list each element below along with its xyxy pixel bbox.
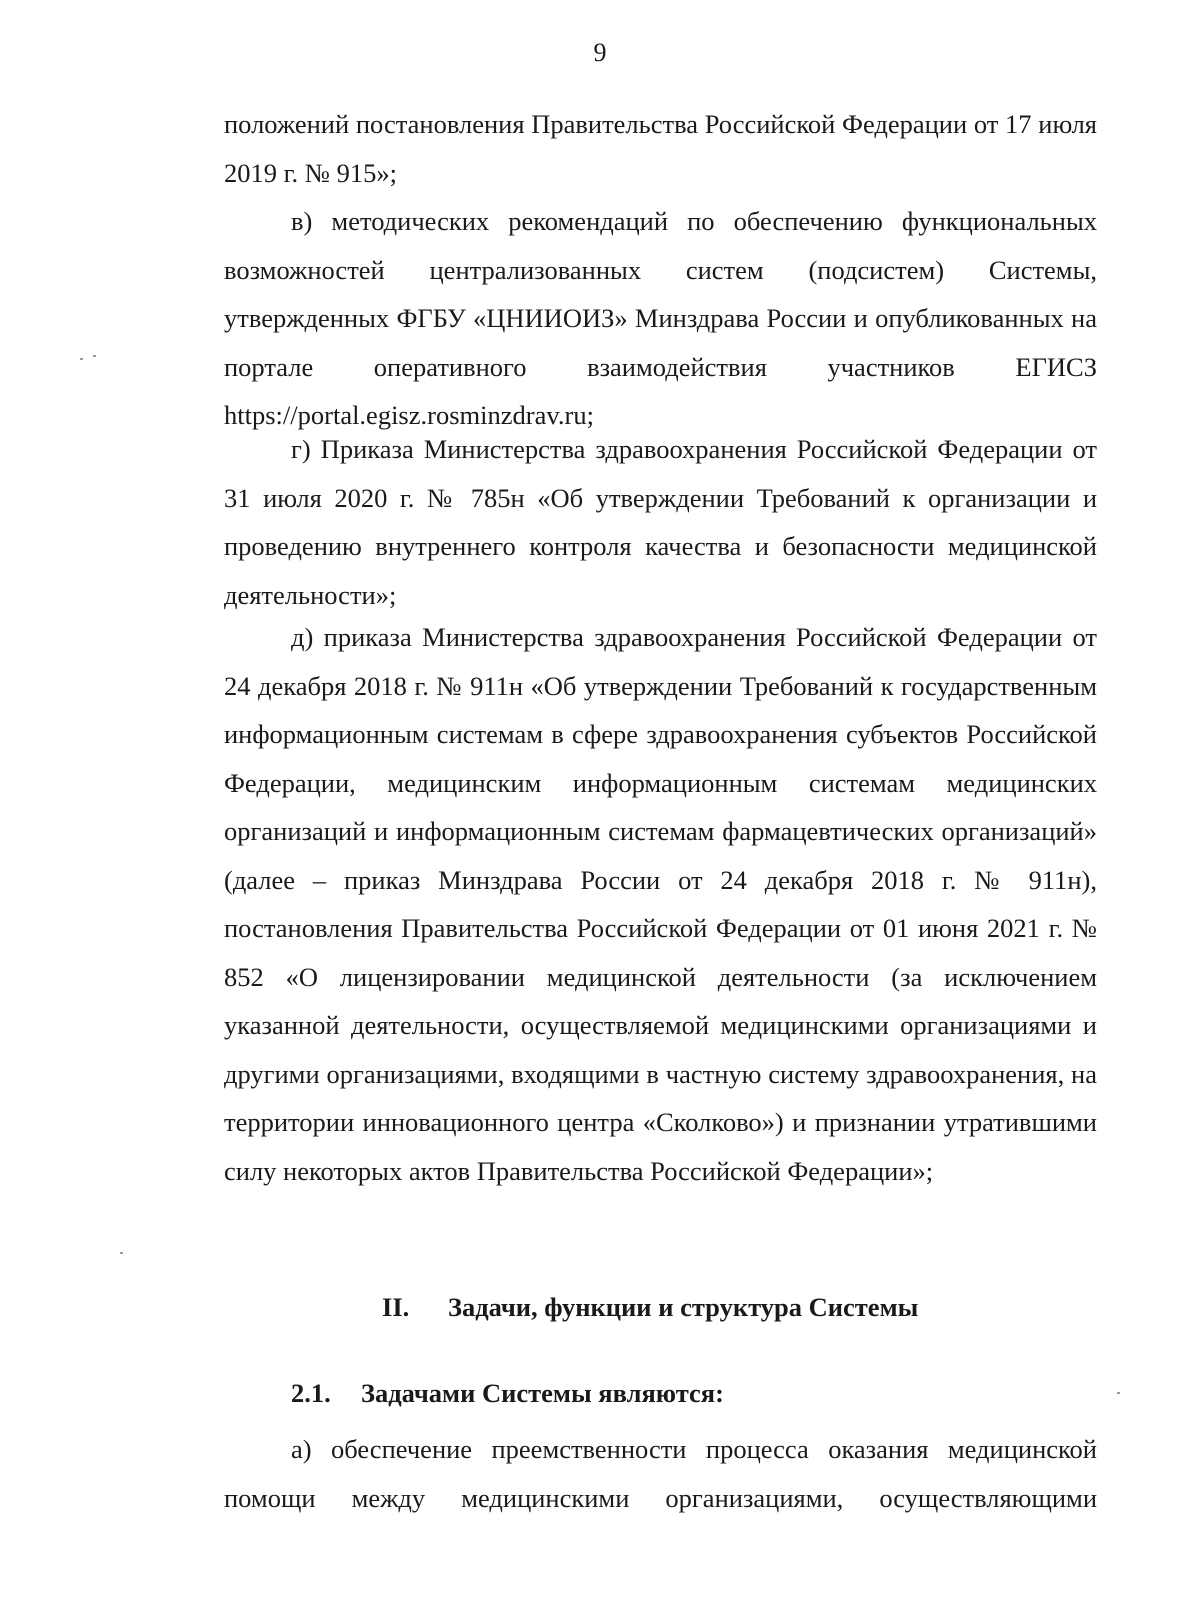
section-number: II. — [382, 1292, 410, 1322]
scan-speck — [93, 355, 96, 357]
paragraph-text: а) обеспечение преемственности процесса оказания медицинской помощи между медицинскими организациями, осуществляющими — [224, 1434, 1097, 1513]
task-a — [224, 1425, 1097, 1522]
paragraph-continuation — [224, 100, 1097, 197]
scan-speck — [1117, 1392, 1120, 1394]
paragraph-text: д) приказа Министерства здравоохранения Российской Федерации от 24 декабря 2018 г. № 911н «Об утверждении Требований к государственным информационным системам в сфере здравоохранения субъектов Российской Федерации, медицинским информационным системам медицинских организаций и информационным системам фармацевтических организаций» (далее – приказ Минздрава России от 24 декабря 2018 г. № 911н), постановления Правительства Российской Федерации от 01 июня 2021 г. № 852 «О лицензировании медицинской деятельности (за исключением указанной деятельности, осуществляемой медицинскими организациями и другими организациями, входящими в частную систему здравоохранения, на территории инновационного центра «Сколково») и признании утратившими силу некоторых актов Правительства Российской Федерации»; — [224, 622, 1097, 1186]
paragraph-text: положений постановления Правительства Российской Федерации от 17 июля 2019 г. № 915»; — [224, 109, 1097, 188]
subsection-title: Задачами Системы являются: — [361, 1378, 724, 1408]
paragraph-d — [224, 613, 1097, 1195]
scan-speck — [120, 1252, 123, 1254]
section-heading — [382, 1292, 918, 1323]
paragraph-text: г) Приказа Министерства здравоохранения Российской Федерации от 31 июля 2020 г. № 785н «Об утверждении Требований к организации и проведению внутреннего контроля качества и безопасности медицинской деятельности»; — [224, 434, 1097, 610]
paragraph-v — [224, 197, 1097, 440]
subsection-number: 2.1. — [291, 1378, 331, 1408]
page-number: 9 — [593, 38, 607, 67]
section-title: Задачи, функции и структура Системы — [448, 1292, 919, 1322]
paragraph-text: в) методических рекомендаций по обеспечению функциональных возможностей централизованных систем (подсистем) Системы, утвержденных ФГБУ «ЦНИИОИЗ» Минздрава России и опубликованных на портале оперативного взаимодействия участников ЕГИСЗ https://portal.egisz.rosminzdrav.ru; — [224, 206, 1097, 430]
subsection-heading — [291, 1378, 724, 1409]
scan-speck — [80, 358, 83, 360]
paragraph-g — [224, 425, 1097, 619]
